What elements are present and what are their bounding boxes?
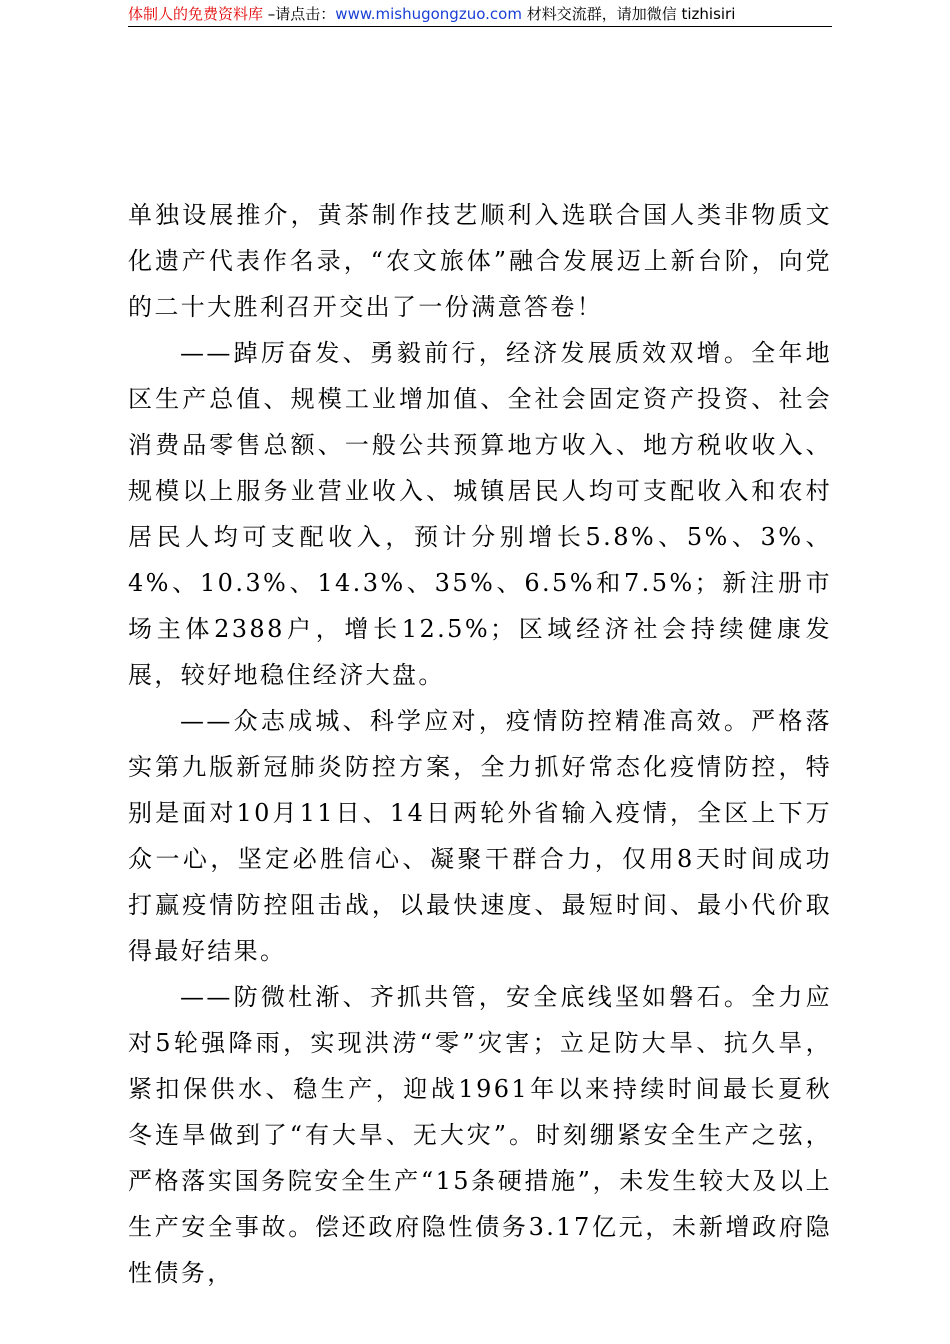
header-contact-note: 材料交流群，请加微信 tizhisiri: [521, 5, 736, 23]
header-divider: [128, 26, 832, 27]
document-body: [128, 192, 832, 1296]
paragraph-epidemic: ——众志成城、科学应对，疫情防控精准高效。严格落实第九版新冠肺炎防控方案，全力抓好常态化疫情防控，特别是面对10月11日、14日两轮外省输入疫情，全区上下万众一心，坚定必胜信心、凝聚干群合力，仅用8天时间成功打赢疫情防控阻击战，以最快速度、最短时间、最小代价取得最好结果。: [128, 707, 832, 965]
header-website-link[interactable]: www.mishugongzuo.com: [335, 5, 522, 23]
header-prompt: –请点击：: [263, 5, 336, 23]
header-brand: 体制人的免费资料库: [128, 5, 264, 23]
paragraph-continuation: 单独设展推介，黄茶制作技艺顺利入选联合国人类非物质文化遗产代表作名录，“农文旅体”融合发展迈上新台阶，向党的二十大胜利召开交出了一份满意答卷！: [128, 201, 832, 321]
page-header: [128, 4, 840, 24]
paragraph-economy: ——踔厉奋发、勇毅前行，经济发展质效双增。全年地区生产总值、规模工业增加值、全社会固定资产投资、社会消费品零售总额、一般公共预算地方收入、地方税收收入、规模以上服务业营业收入、城镇居民人均可支配收入和农村居民人均可支配收入，预计分别增长5.8%、5%、3%、4%、10.3%、14.3%、35%、6.5%和7.5%；新注册市场主体2388户，增长12.5%；区域经济社会持续健康发展，较好地稳住经济大盘。: [128, 339, 832, 689]
paragraph-safety: ——防微杜渐、齐抓共管，安全底线坚如磐石。全力应对5轮强降雨，实现洪涝“零”灾害；立足防大旱、抗久旱，紧扣保供水、稳生产，迎战1961年以来持续时间最长夏秋冬连旱做到了“有大旱、无大灾”。时刻绷紧安全生产之弦，严格落实国务院安全生产“15条硬措施”，未发生较大及以上生产安全事故。偿还政府隐性债务3.17亿元，未新增政府隐性债务，: [128, 983, 832, 1287]
